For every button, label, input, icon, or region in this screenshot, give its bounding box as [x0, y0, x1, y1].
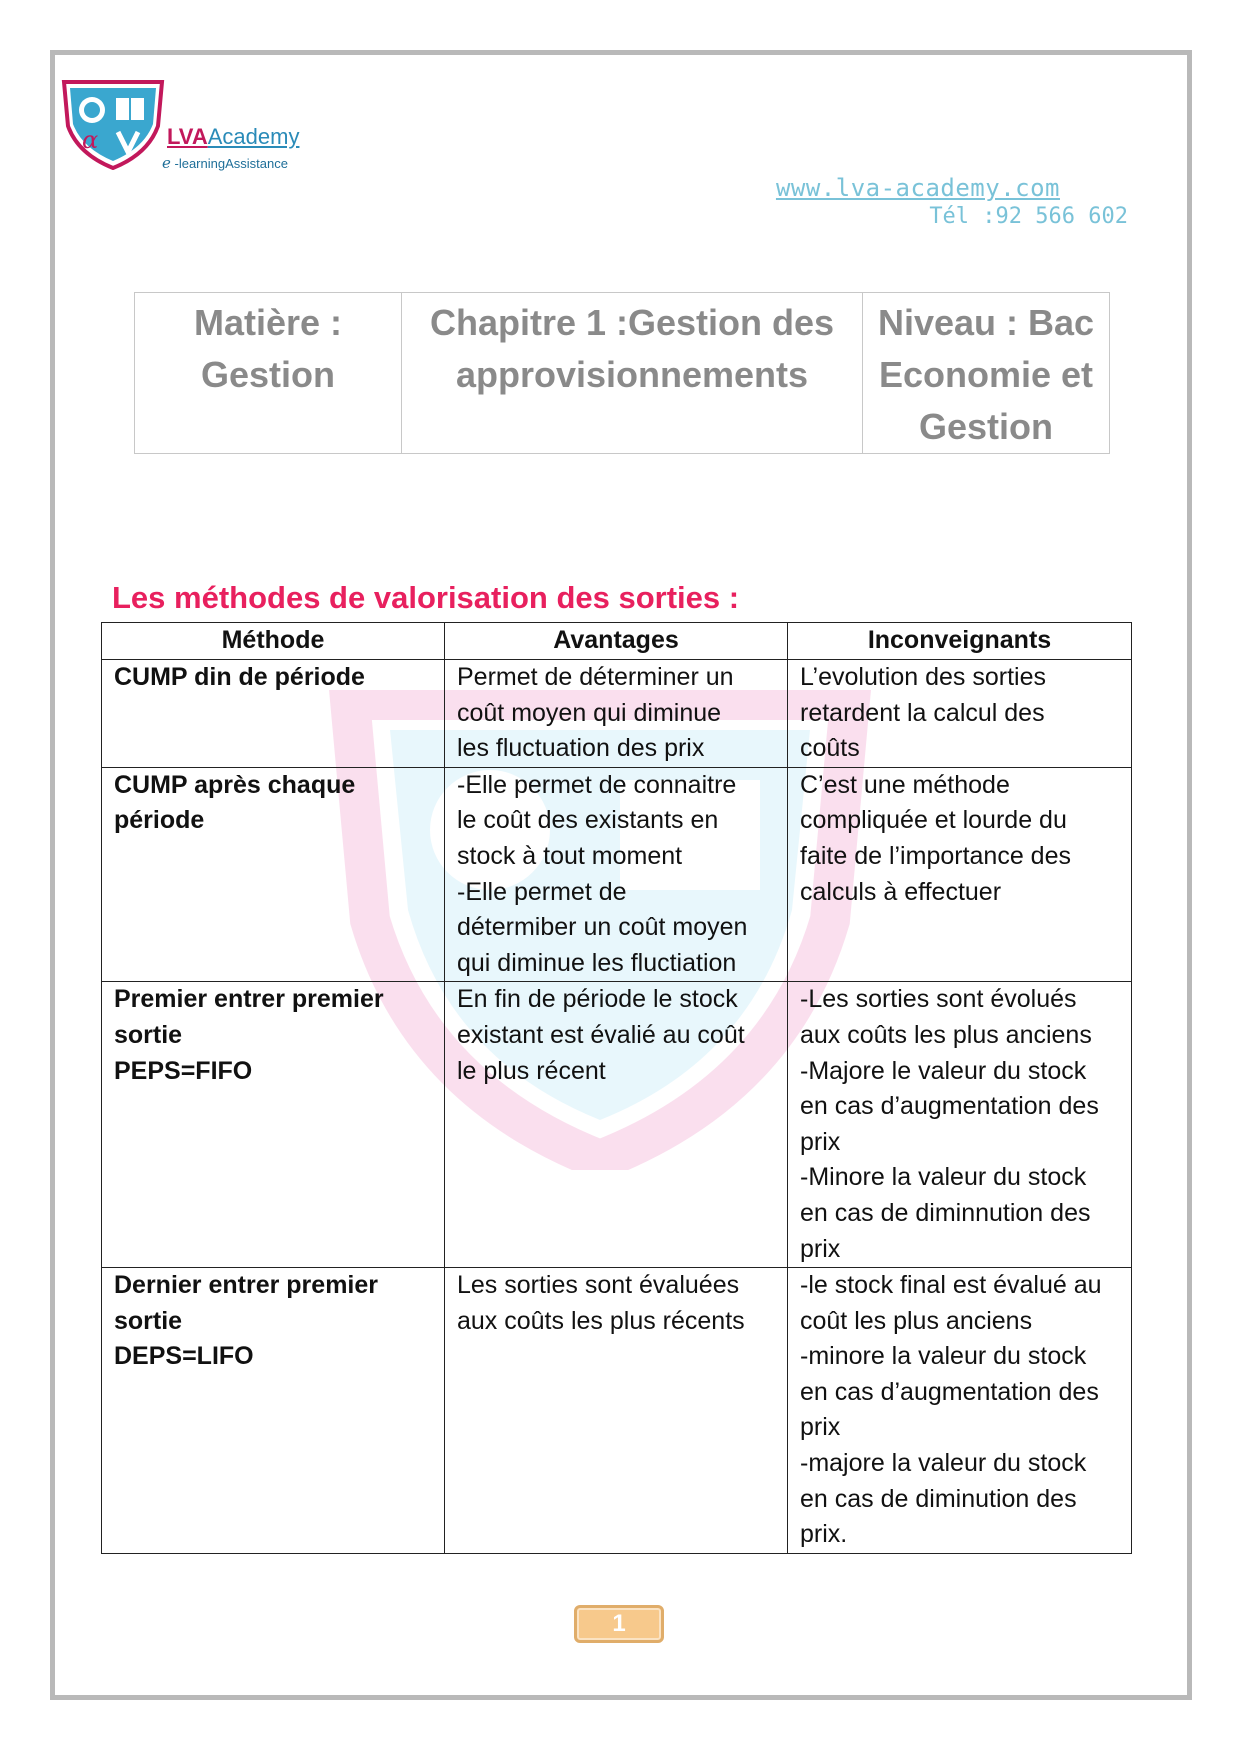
- cell-line: -Elle permet de: [457, 877, 627, 906]
- cell-line: en cas d’augmentation des: [800, 1092, 1099, 1121]
- cell-line: en cas de diminnution des: [800, 1198, 1091, 1227]
- table-row: [102, 660, 1132, 768]
- cell-line: prix: [800, 1127, 841, 1156]
- cell-line: -Majore le valeur du stock: [800, 1056, 1087, 1085]
- cell-line: compliquée et lourde du: [800, 806, 1067, 835]
- info-line: Chapitre 1 :Gestion des: [429, 302, 835, 343]
- table-row: [102, 982, 1132, 1268]
- cell-line: existant est évalié au coût: [457, 1020, 745, 1049]
- cell-line: coût les plus anciens: [800, 1306, 1033, 1335]
- page-number-badge: 1: [574, 1605, 664, 1643]
- info-line: approvisionnements: [455, 354, 809, 395]
- cell-line: Dernier entrer premier: [114, 1271, 379, 1300]
- methods-table: [101, 622, 1132, 1554]
- cell-line: calculs à effectuer: [800, 877, 1002, 906]
- advantages-cell: [445, 1268, 788, 1554]
- advantages-cell: [445, 982, 788, 1268]
- cell-line: le coût des existants en: [457, 806, 719, 835]
- cell-line: prix: [800, 1413, 841, 1442]
- cell-line: retardent la calcul des: [800, 698, 1045, 727]
- cell-line: Premier entrer premier: [114, 985, 384, 1014]
- cell-line: aux coûts les plus anciens: [800, 1020, 1092, 1049]
- cell-line: DEPS=LIFO: [114, 1342, 254, 1371]
- drawbacks-cell: [788, 767, 1132, 982]
- cell-line: -le stock final est évalué au: [800, 1271, 1102, 1300]
- method-cell: [102, 767, 445, 982]
- brand-lva: LVA: [167, 124, 208, 149]
- info-line: Economie et: [878, 354, 1094, 395]
- cell-line: sortie: [114, 1020, 183, 1049]
- advantages-cell: [445, 660, 788, 768]
- cell-line: PEPS=FIFO: [114, 1056, 253, 1085]
- cell-line: -minore la valeur du stock: [800, 1342, 1087, 1371]
- column-header: Inconveignants: [788, 623, 1132, 660]
- svg-text:α: α: [82, 126, 99, 154]
- course-info-table: [134, 292, 1110, 454]
- cell-line: Permet de déterminer un: [457, 663, 734, 691]
- method-cell: [102, 660, 445, 768]
- cell-line: sortie: [114, 1306, 183, 1335]
- cell-line: -majore la valeur du stock: [800, 1449, 1087, 1478]
- cell-line: L’evolution des sorties: [800, 663, 1046, 691]
- cell-line: coûts: [800, 734, 860, 763]
- drawbacks-cell: [788, 982, 1132, 1268]
- cell-line: En fin de période le stock: [457, 985, 738, 1014]
- level-cell: [863, 293, 1110, 454]
- info-line: Gestion: [918, 406, 1053, 447]
- drawbacks-cell: [788, 1268, 1132, 1554]
- phone-number: Tél :92 566 602: [929, 204, 1128, 229]
- cell-line: prix: [800, 1234, 841, 1263]
- table-row: [102, 767, 1132, 982]
- tagline-text: -learningAssistance: [170, 156, 288, 171]
- table-header-row: [102, 623, 1132, 660]
- cell-line: faite de l’importance des: [800, 841, 1071, 870]
- subject-cell: [135, 293, 402, 454]
- cell-line: qui diminue les fluctiation: [457, 948, 737, 977]
- cell-line: période: [114, 806, 205, 835]
- column-header: Avantages: [445, 623, 788, 660]
- method-cell: [102, 982, 445, 1268]
- cell-line: -Les sorties sont évolués: [800, 985, 1077, 1014]
- brand-academy: Academy: [207, 124, 300, 149]
- cell-line: en cas de diminution des: [800, 1484, 1077, 1513]
- cell-line: coût moyen qui diminue: [457, 698, 722, 727]
- cell-line: le plus récent: [457, 1056, 606, 1085]
- cell-line: aux coûts les plus récents: [457, 1306, 745, 1335]
- cell-line: les fluctuation des prix: [457, 734, 705, 763]
- cell-line: détermiber un coût moyen: [457, 913, 748, 942]
- info-line: Gestion: [200, 354, 335, 395]
- cell-line: C’est une méthode: [800, 770, 1010, 799]
- shield-logo-icon: [58, 78, 168, 170]
- cell-line: stock à tout moment: [457, 841, 683, 870]
- website-link[interactable]: www.lva-academy.com: [775, 174, 1060, 202]
- cell-line: CUMP din de période: [114, 663, 365, 691]
- advantages-cell: [445, 767, 788, 982]
- cell-line: -Minore la valeur du stock: [800, 1163, 1087, 1192]
- info-line: Niveau : Bac: [877, 302, 1095, 343]
- cell-line: -Elle permet de connaitre: [457, 770, 737, 799]
- tagline-e: e: [162, 154, 171, 172]
- chapter-cell: [402, 293, 863, 454]
- cell-line: prix.: [800, 1520, 848, 1549]
- cell-line: CUMP après chaque: [114, 770, 356, 799]
- cell-line: Les sorties sont évaluées: [457, 1271, 740, 1300]
- drawbacks-cell: [788, 660, 1132, 768]
- cell-line: en cas d’augmentation des: [800, 1377, 1099, 1406]
- brand-name: [167, 124, 299, 150]
- table-row: [102, 1268, 1132, 1554]
- method-cell: [102, 1268, 445, 1554]
- brand-tagline: [162, 154, 288, 172]
- section-title: Les méthodes de valorisation des sorties :: [112, 580, 740, 615]
- info-line: Matière :: [193, 302, 343, 343]
- column-header: Méthode: [102, 623, 445, 660]
